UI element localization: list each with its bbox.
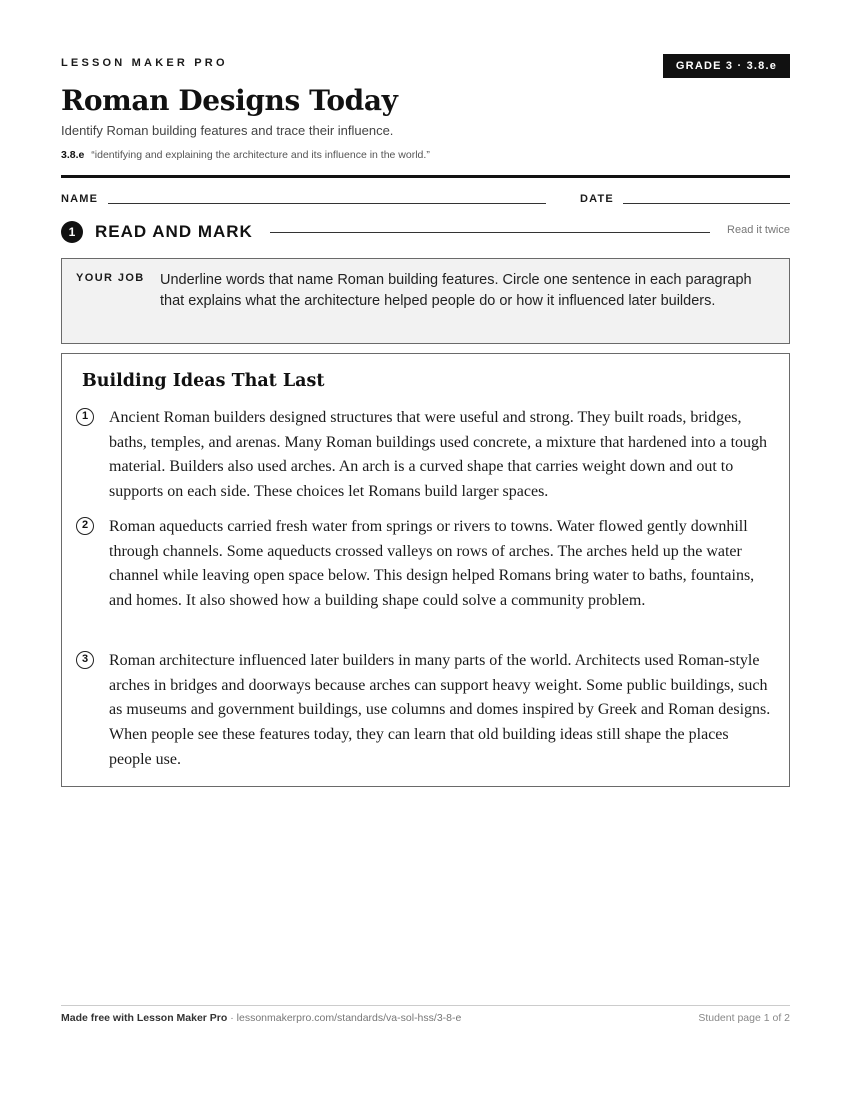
header-divider (61, 175, 790, 178)
job-instructions-box (61, 258, 790, 344)
footer-credit (61, 1012, 461, 1024)
name-field-line[interactable] (108, 203, 546, 204)
paragraph-text[interactable]: Roman aqueducts carried fresh water from springs or rivers to towns. Water flowed gently downhill through channels. Some aqueducts crossed valleys on rows of arches. The arches held up the water channel while leaving open space below. This design helped Romans bring water to baths, fountains, and homes. It also showed how a building shape could solve a community problem. (109, 518, 755, 610)
paragraph-number-badge: 3 (76, 651, 94, 669)
job-label: YOUR JOB (76, 272, 145, 284)
footer-page-info: Student page 1 of 2 (698, 1012, 790, 1024)
section-divider (270, 232, 710, 233)
name-label: NAME (61, 193, 99, 205)
footer-made-with: Made free with Lesson Maker Pro (61, 1012, 228, 1024)
worksheet-page (61, 0, 790, 1100)
reading-passage-box (61, 353, 790, 787)
footer-divider (61, 1005, 790, 1006)
brand-name: LESSON MAKER PRO (61, 57, 228, 69)
paragraph-number-badge: 2 (76, 517, 94, 535)
page-title: Roman Designs Today (61, 84, 398, 117)
footer-separator: · (227, 1012, 237, 1024)
paragraph-number-badge: 1 (76, 408, 94, 426)
paragraph-text[interactable]: Ancient Roman builders designed structures that were useful and strong. They built roads, bridges, baths, temples, and arenas. Many Roman buildings used concrete, a mixture that hardened into a tough material. Builders also used arches. An arch is a curved shape that carries weight down and out to supports on each side. These choices let Romans build larger spaces. (109, 409, 768, 501)
date-field-line[interactable] (623, 203, 790, 204)
standard-text: “identifying and explaining the architecture and its influence in the world.” (91, 149, 430, 161)
reading-title: Building Ideas That Last (82, 371, 325, 391)
grade-badge: GRADE 3 · 3.8.e (663, 54, 790, 78)
page-subtitle: Identify Roman building features and trace their influence. (61, 123, 394, 138)
date-label: DATE (580, 193, 614, 205)
section-number-badge: 1 (61, 221, 83, 243)
section-title: READ AND MARK (95, 222, 253, 241)
standard-line (61, 149, 430, 161)
job-text: Underline words that name Roman building features. Circle one sentence in each paragraph that explains what the architecture helped people do or how it influenced later builders. (160, 272, 752, 309)
standard-code: 3.8.e (61, 149, 85, 161)
section-note: Read it twice (727, 224, 790, 236)
footer-url[interactable]: lessonmakerpro.com/standards/va-sol-hss/3-8-e (236, 1012, 462, 1024)
paragraph-text[interactable]: Roman architecture influenced later builders in many parts of the world. Architects used Roman-style arches in bridges and doorways because arches can support heavy weight. Some public buildings, such as museums and government buildings, use columns and domes inspired by Greek and Roman designs. When people see these features today, they can learn that old building ideas still shape the places people use. (109, 652, 771, 768)
